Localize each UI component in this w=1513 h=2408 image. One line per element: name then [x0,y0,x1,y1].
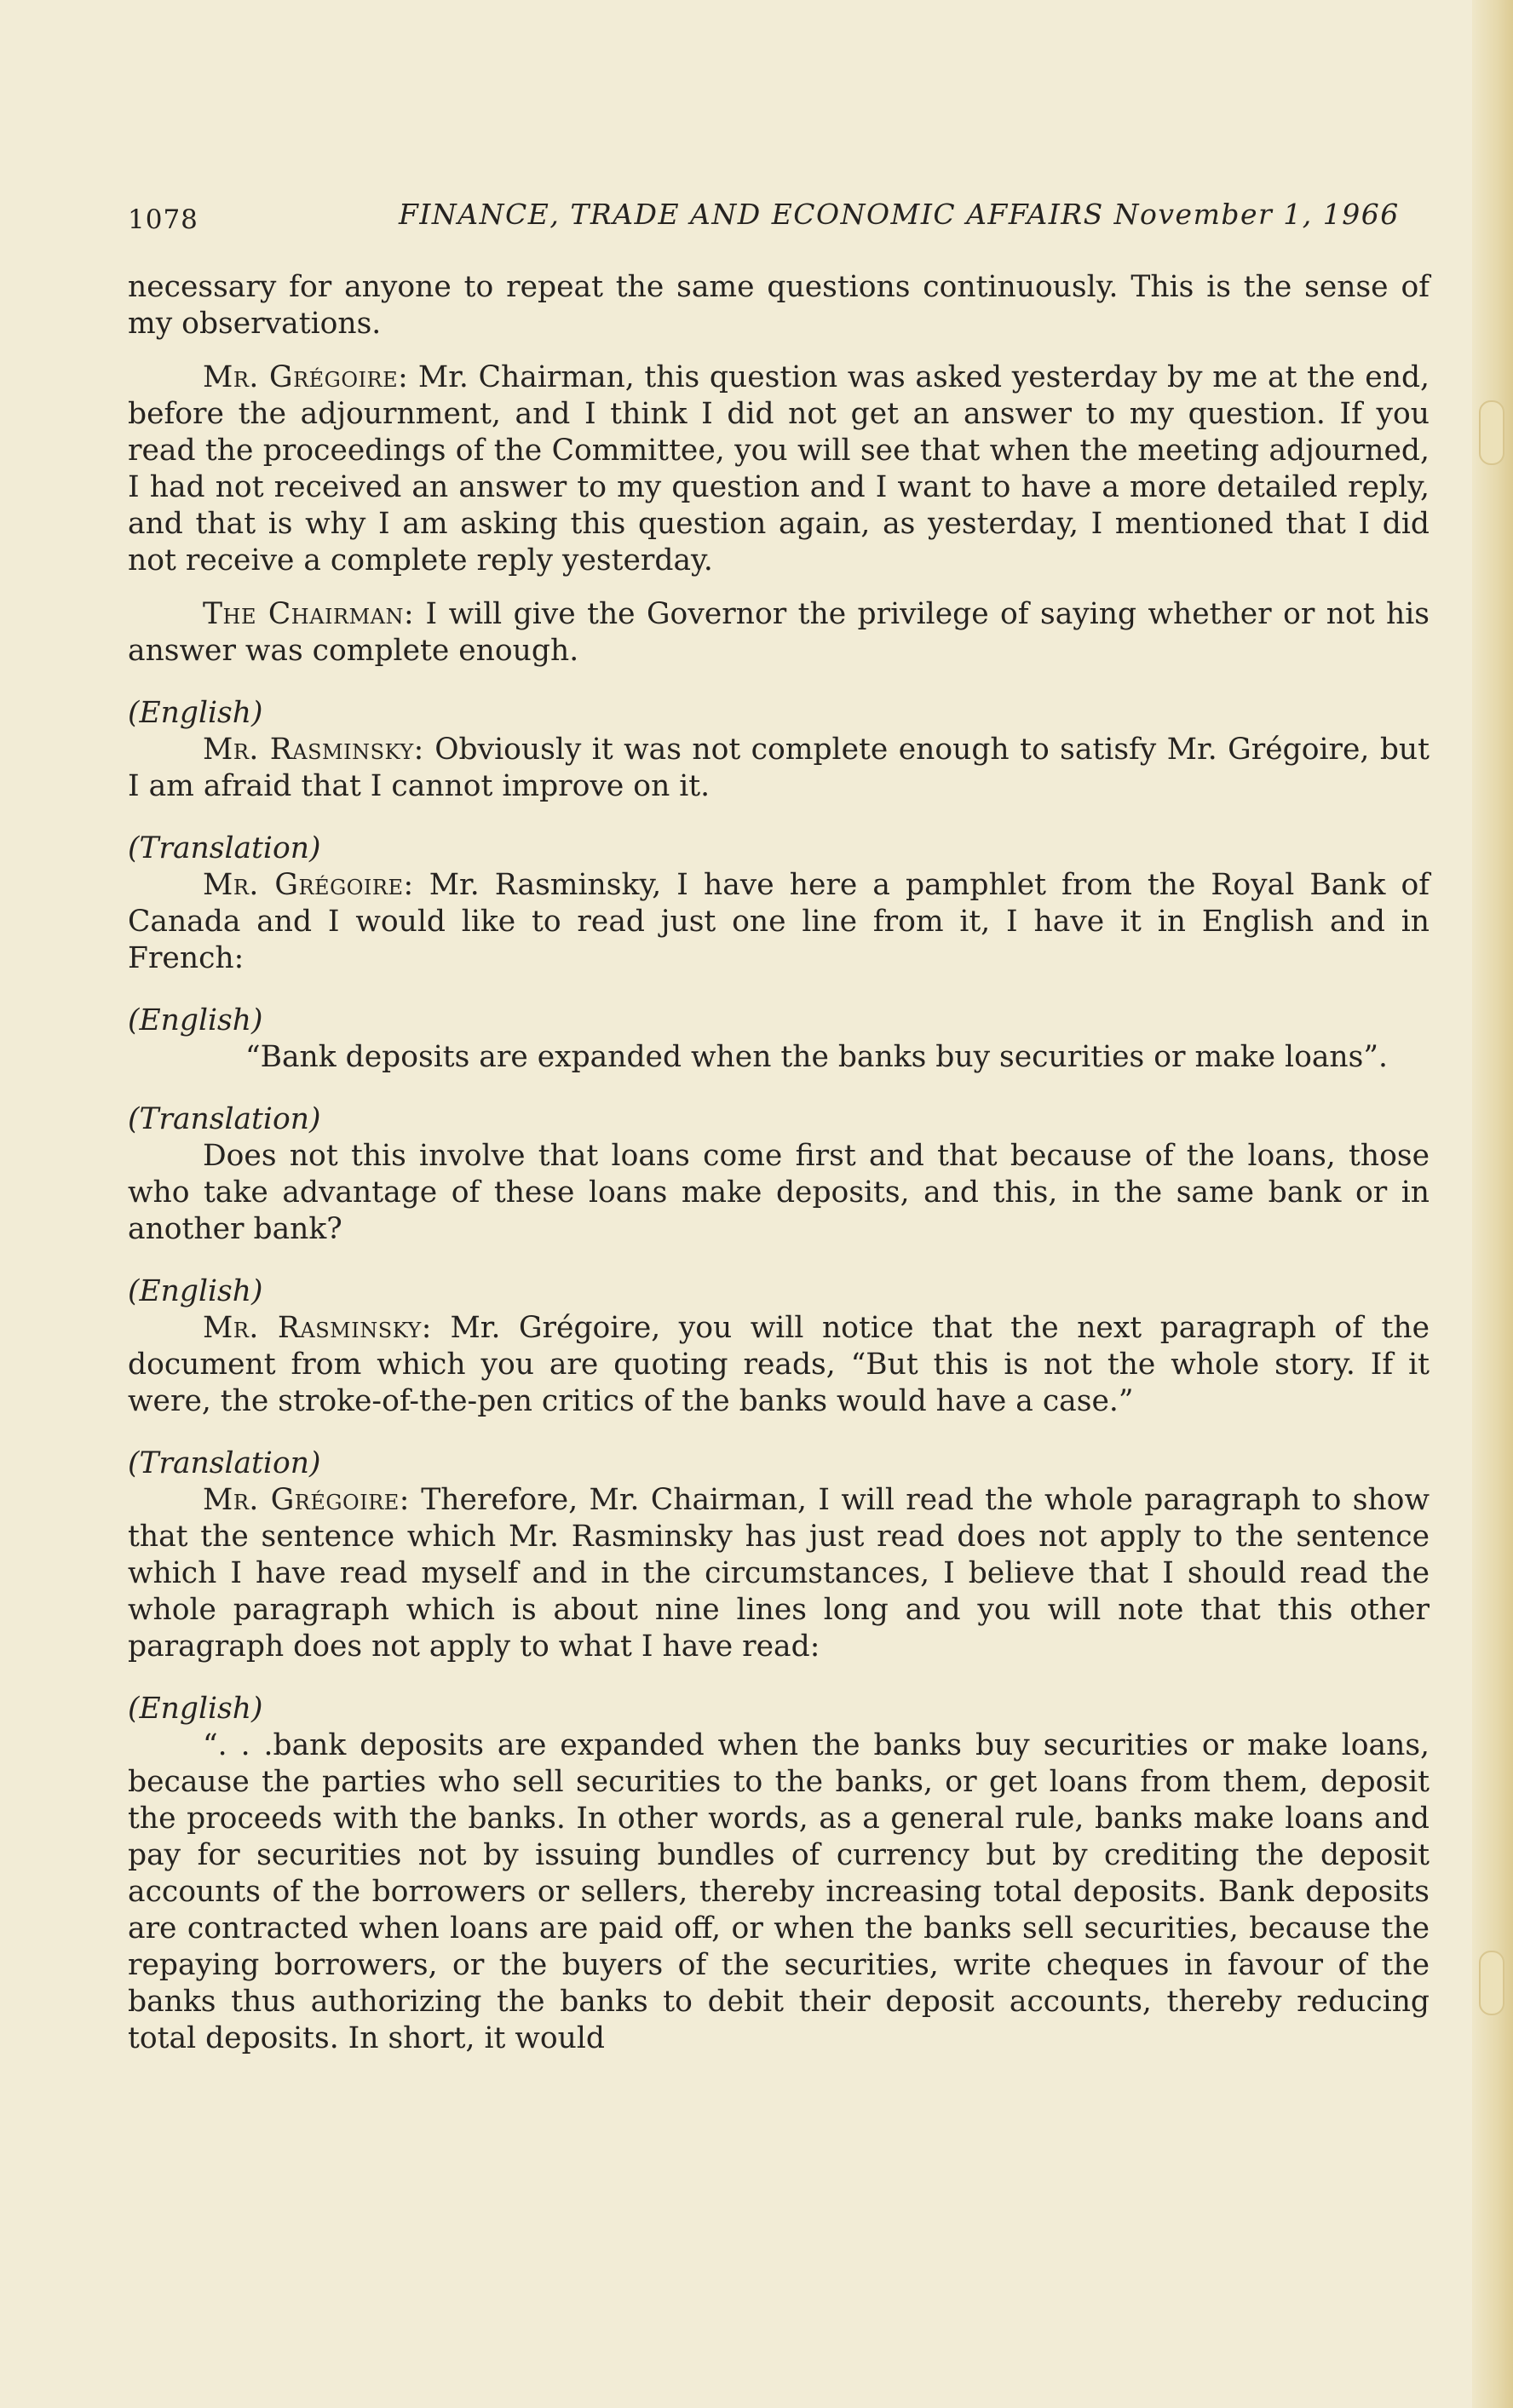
paragraph [128,1482,1430,1665]
language-marker: (English) [128,1274,263,1308]
running-title: FINANCE, TRADE AND ECONOMIC AFFAIRS November 1, 1966 [399,198,1400,231]
page-header [128,198,1414,240]
speaker-name: The Chairman: [203,597,415,631]
language-marker: (English) [128,1692,263,1726]
language-marker: (Translation) [128,1446,321,1480]
paragraph-text: Mr. Grégoire, you will notice that the next paragraph of the document from which you are quoting reads, “But this is not the whole story. If it were, the stroke-of-the-pen critics of the banks would have a case.” [128,1311,1430,1418]
paragraph: necessary for anyone to repeat the same questions continuously. This is the sense of my observations. [128,270,1430,341]
paragraph [128,596,1430,670]
paragraph: Does not this involve that loans come first and that because of the loans, those who take advantage of these loans make deposits, and this, in the same bank or in another bank? [128,1139,1430,1246]
paragraph-text: Obviously it was not complete enough to satisfy Mr. Grégoire, but I am afraid that I cannot improve on it. [128,733,1430,803]
page-number: 1078 [128,204,198,235]
paragraph [128,359,1430,579]
document-body [128,269,1430,2057]
quotation: “Bank deposits are expanded when the banks buy securities or make loans”. [245,1040,1388,1074]
language-marker: (English) [128,1003,263,1037]
speaker-name: Mr. Rasminsky: [203,1311,432,1345]
speaker-name: Mr. Grégoire: [203,1483,410,1517]
paragraph [128,867,1430,977]
speaker-name: Mr. Rasminsky: [203,733,424,767]
paragraph-text: I will give the Governor the privilege of saying whether or not his answer was complete enough. [128,597,1430,668]
speaker-name: Mr. Grégoire: [203,868,414,902]
language-marker: (English) [128,696,263,730]
paragraph-text: Mr. Chairman, this question was asked yesterday by me at the end, before the adjournment, and I think I did not get an answer to my question. If you read the proceedings of the Committee, you will see that when the meeting adjourned, I had not received an answer to my question and I want to have a more detailed reply, and that is why I am asking this question again, as yesterday, I mentioned that I did not receive a complete reply yesterday. [128,360,1430,578]
paragraph [128,1310,1430,1420]
page-tab-marker [1479,1951,1504,2015]
language-marker: (Translation) [128,1102,321,1136]
speaker-name: Mr. Grégoire: [203,360,409,394]
quotation: “. . .bank deposits are expanded when the banks buy securities or make loans, because the parties who sell securities to the banks, or get loans from them, deposit the proceeds with the banks. In other words, as a general rule, banks make loans and pay for securities not by issuing bundles of currency but by crediting the deposit accounts of the borrowers or sellers, thereby increasing total deposits. Bank deposits are contracted when loans are paid off, or when the banks sell securities, because the repaying borrowers, or the buyers of the securities, write cheques in favour of the banks thus authorizing the banks to debit their deposit accounts, thereby reducing total deposits. In short, it would [128,1728,1430,2055]
paragraph-text: Therefore, Mr. Chairman, I will read the whole paragraph to show that the sentence which Mr. Rasminsky has just read does not apply to the sentence which I have read myself and in the circumstances, I believe that I should read the whole paragraph which is about nine lines long and you will note that this other paragraph does not apply to what I have read: [128,1483,1430,1664]
page-tab-marker [1479,400,1504,465]
paragraph-text: Mr. Rasminsky, I have here a pamphlet from the Royal Bank of Canada and I would like to read just one line from it, I have it in English and in French: [128,868,1430,975]
page-edge [1472,0,1513,2408]
paragraph [128,732,1430,805]
language-marker: (Translation) [128,831,321,865]
